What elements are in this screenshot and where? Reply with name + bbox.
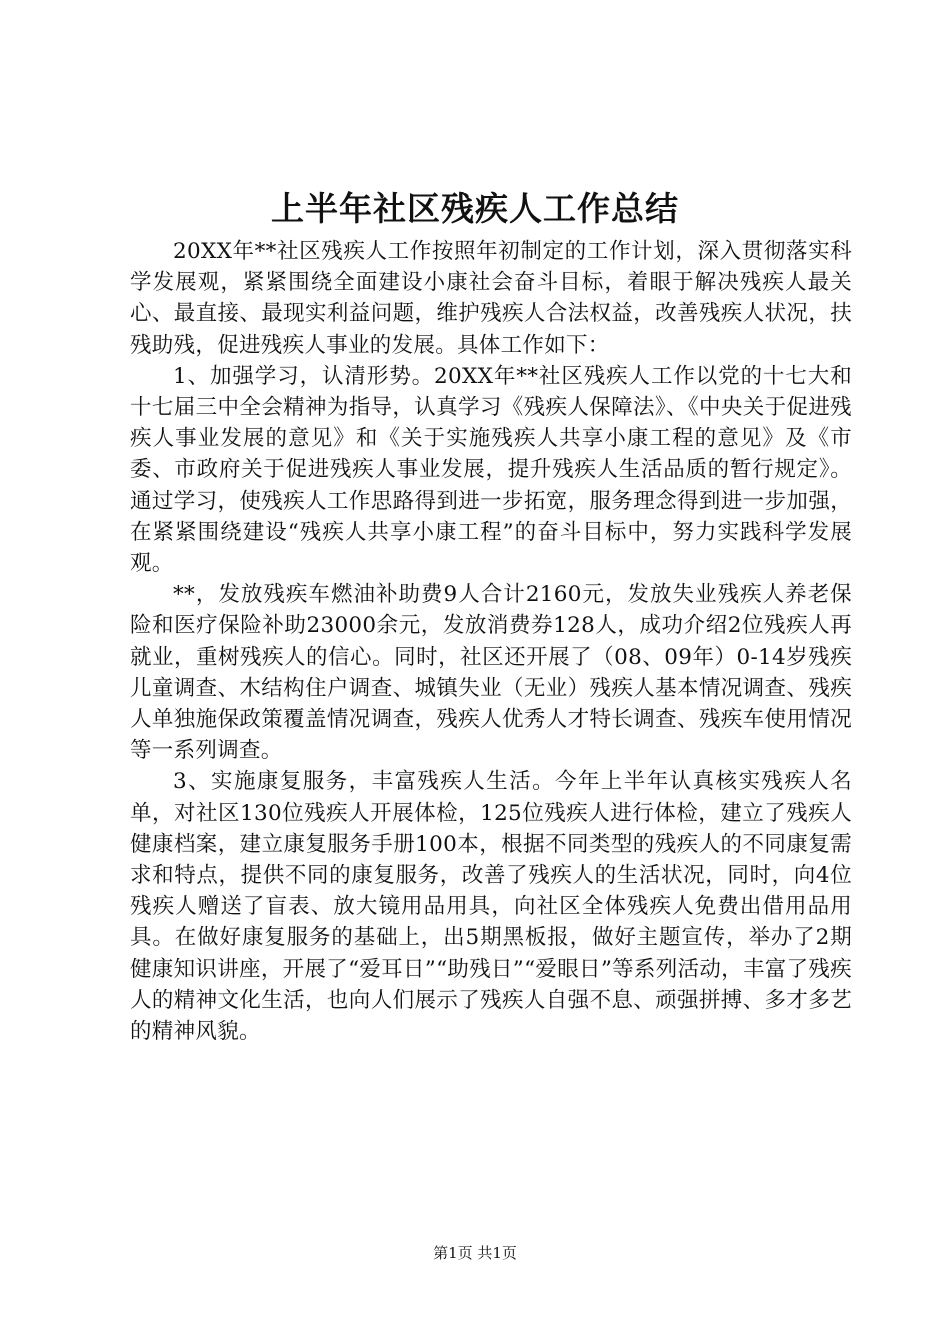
paragraph-rehab: 3、实施康复服务，丰富残疾人生活。今年上半年认真核实残疾人名单，对社区130位残疾人开展体检，125位残疾人进行体检，建立了残疾人健康档案，建立康复服务手册100本，根据不同类型的残疾人的不同康复需求和特点，提供不同的康复服务，改善了残疾人的生活状况，同时，向4位残疾人赠送了盲表、放大镜用品用具，向社区全体残疾人免费出借用品用具。在做好康复服务的基础上，出5期黑板报，做好主题宣传，举办了2期健康知识讲座，开展了“爱耳日”“助残日”“爱眼日”等系列活动，丰富了残疾人的精神文化生活，也向人们展示了残疾人自强不息、顽强拼搏、多才多艺的精神风貌。 bbox=[130, 769, 852, 1045]
paragraph-subsidy: **，发放残疾车燃油补助费9人合计2160元，发放失业残疾人养老保险和医疗保险补助23000余元，发放消费券128人，成功介绍2位残疾人再就业，重树残疾人的信心。同时，社区还开展了（08、09年）0-14岁残疾儿童调查、木结构住户调查、城镇失业（无业）残疾人基本情况调查、残疾人单独施保政策覆盖情况调查，残疾人优秀人才特长调查、残疾车使用情况等一系列调查。 bbox=[130, 582, 852, 764]
document-body bbox=[130, 236, 852, 1047]
page-footer: 第1页 共1页 bbox=[433, 1244, 517, 1262]
paragraph-study: 1、加强学习，认清形势。20XX年**社区残疾人工作以党的十七大和十七届三中全会精神为指导，认真学习《残疾人保障法》、《中央关于促进残疾人事业发展的意见》和《关于实施残疾人共享小康工程的意见》及《市委、市政府关于促进残疾人事业发展，提升残疾人生活品质的暂行规定》。通过学习，使残疾人工作思路得到进一步拓宽，服务理念得到进一步加强，在紧紧围绕建设“残疾人共享小康工程”的奋斗目标中，努力实践科学发展观。 bbox=[130, 363, 852, 577]
document-title: 上半年社区残疾人工作总结 bbox=[271, 189, 679, 228]
paragraph-intro: 20XX年**社区残疾人工作按照年初制定的工作计划，深入贯彻落实科学发展观，紧紧围绕全面建设小康社会奋斗目标，着眼于解决残疾人最关心、最直接、最现实利益问题，维护残疾人合法权益，改善残疾人状况，扶残助残，促进残疾人事业的发展。具体工作如下： bbox=[130, 239, 852, 358]
